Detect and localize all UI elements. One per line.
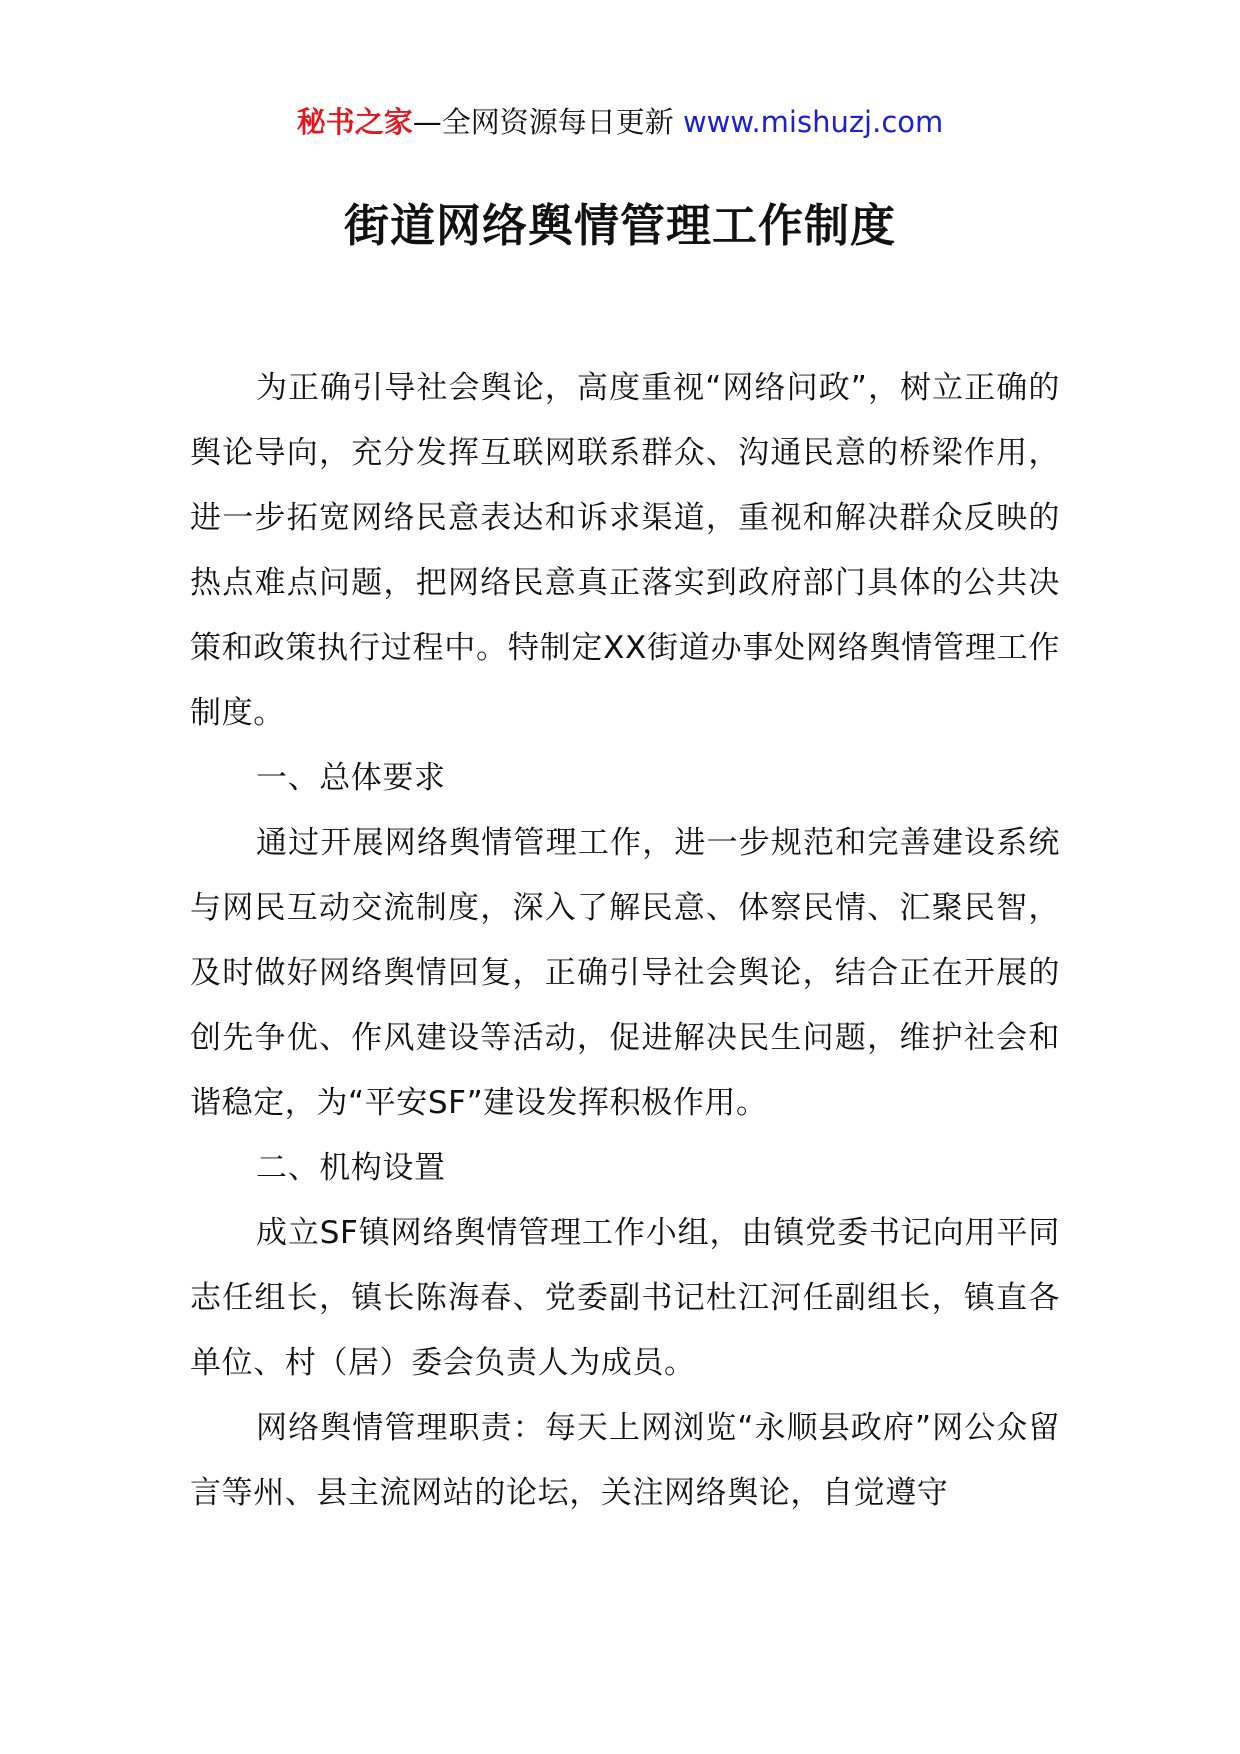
duties-paragraph: 网络舆情管理职责：每天上网浏览“永顺县政府”网公众留言等州、县主流网站的论坛，关注网络舆论，自觉遵守	[190, 1410, 1060, 1511]
general-requirements-paragraph: 通过开展网络舆情管理工作，进一步规范和完善建设系统与网民互动交流制度，深入了解民意、体察民情、汇聚民智，及时做好网络舆情回复，正确引导社会舆论，结合正在开展的创先争优、作风建设等活动，促进解决民生问题，维护社会和谐稳定，为“平安SF”建设发挥积极作用。	[190, 825, 1060, 1121]
document-body	[190, 356, 1060, 1526]
site-header	[0, 102, 1240, 142]
header-tagline: —全网资源每日更新	[412, 105, 674, 139]
document-title: 街道网络舆情管理工作制度	[343, 199, 896, 252]
section-heading-organization: 二、机构设置	[256, 1150, 446, 1186]
brand-name: 秘书之家	[296, 105, 413, 139]
site-url-link[interactable]: www.mishuzj.com	[682, 105, 944, 139]
organization-paragraph: 成立SF镇网络舆情管理工作小组，由镇党委书记向用平同志任组长，镇长陈海春、党委副书记杜江河任副组长，镇直各单位、村（居）委会负责人为成员。	[190, 1215, 1060, 1381]
section-heading-general-requirements: 一、总体要求	[256, 760, 446, 796]
intro-paragraph: 为正确引导社会舆论，高度重视“网络问政”，树立正确的舆论导向，充分发挥互联网联系群众、沟通民意的桥梁作用，进一步拓宽网络民意表达和诉求渠道，重视和解决群众反映的热点难点问题，把网络民意真正落实到政府部门具体的公共决策和政策执行过程中。特制定XX街道办事处网络舆情管理工作制度。	[190, 370, 1060, 731]
